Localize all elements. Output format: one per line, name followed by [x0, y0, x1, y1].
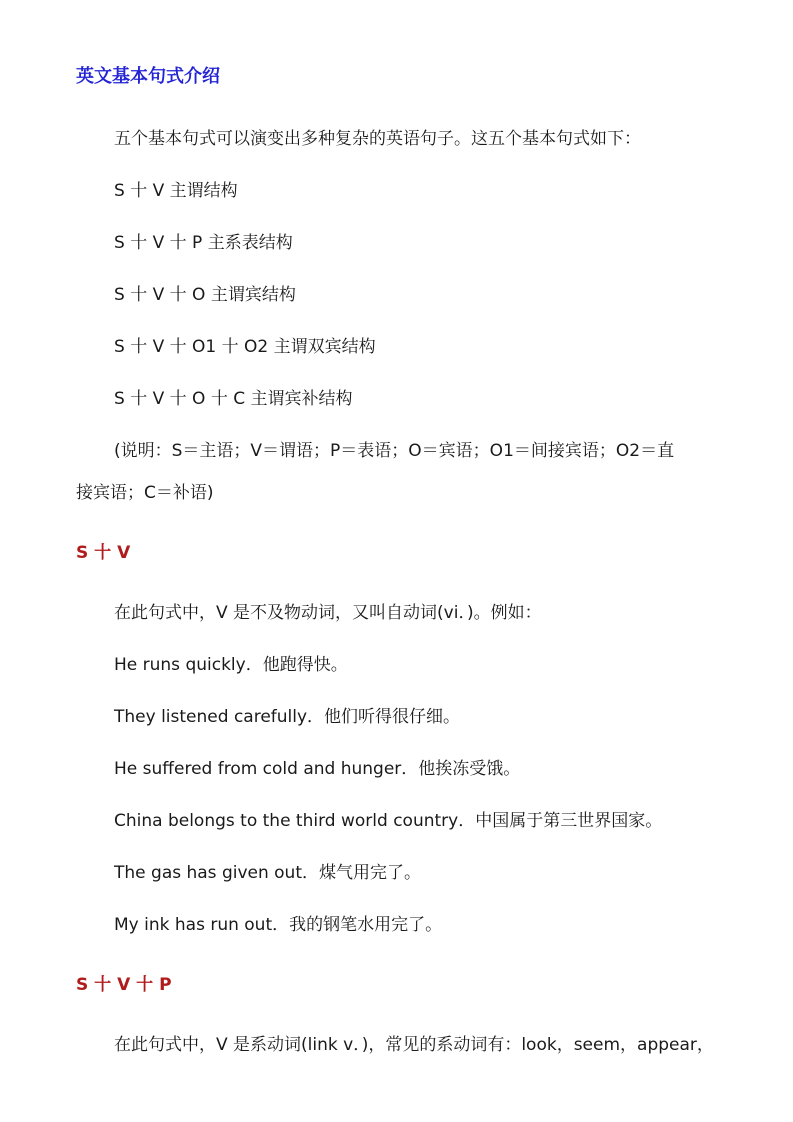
- pattern-item: S 十 V 十 P 主系表结构: [114, 233, 293, 253]
- intro-paragraph: 五个基本句式可以演变出多种复杂的英语句子。这五个基本句式如下：: [114, 129, 641, 149]
- example-sentence: My ink has run out．我的钢笔水用完了。: [114, 915, 443, 935]
- section-description: 在此句式中，V 是系动词(link v．)，常见的系动词有：look，seem，appear，: [114, 1035, 714, 1055]
- example-sentence: China belongs to the third world country．中国属于第三世界国家。: [114, 811, 663, 831]
- section-heading-s-v: S 十 V: [76, 543, 131, 563]
- section-description: 在此句式中，V 是不及物动词，又叫自动词(vi．)。例如：: [114, 603, 542, 623]
- example-sentence: He runs quickly．他跑得快。: [114, 655, 348, 675]
- example-sentence: The gas has given out．煤气用完了。: [114, 863, 421, 883]
- pattern-item: S 十 V 十 O 主谓宾结构: [114, 285, 296, 305]
- pattern-item: S 十 V 十 O 十 C 主谓宾补结构: [114, 389, 353, 409]
- section-heading-s-v-p: S 十 V 十 P: [76, 975, 172, 995]
- note-line: (说明：S＝主语；V＝谓语；P＝表语；O＝宾语；O1＝间接宾语；O2＝直: [114, 441, 675, 461]
- pattern-item: S 十 V 主谓结构: [114, 181, 238, 201]
- pattern-item: S 十 V 十 O1 十 O2 主谓双宾结构: [114, 337, 376, 357]
- example-sentence: He suffered from cold and hunger．他挨冻受饿。: [114, 759, 521, 779]
- document-title: 英文基本句式介绍: [76, 66, 220, 87]
- note-line-continued: 接宾语；C＝补语): [76, 483, 214, 503]
- example-sentence: They listened carefully．他们听得很仔细。: [114, 707, 461, 727]
